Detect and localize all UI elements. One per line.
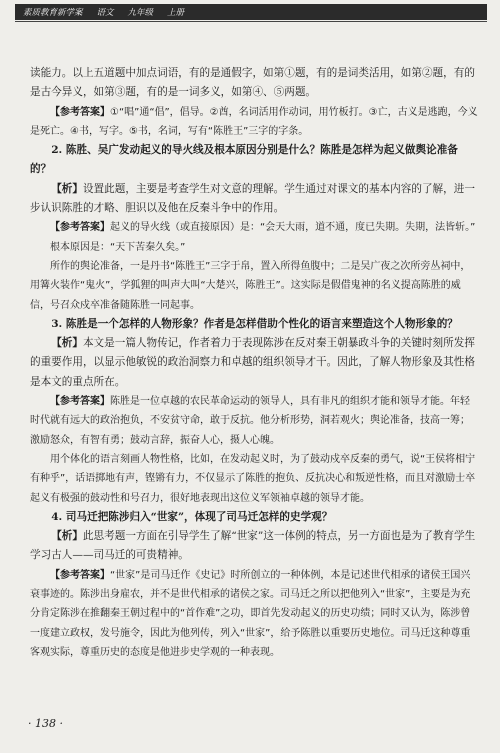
answer-paragraph: 【参考答案】①“唱”通“倡”，倡导。②酋，名词活用作动词，用竹板打。③亡，古义是逃跑，今义是死亡。④书，写字。⑤书，名词，写有“陈胜王”三字的字条。 [30,106,478,137]
answer-tag: 【参考答案】 [50,106,110,118]
page-number: · 138 · [28,717,63,730]
question-paragraph: 4. 司马迁把陈涉归入“世家”，体现了司马迁怎样的史学观？ [51,510,333,523]
analysis-tag: 【析】 [51,337,83,350]
analysis-tag: 【析】 [51,530,83,543]
question-paragraph: 2. 陈胜、吴广发动起义的导火线及根本原因分别是什么？陈胜是怎样为起义做舆论准备的？ [30,144,458,176]
answer-paragraph: 根本原因是：“天下苦秦久矣。” [50,241,186,253]
header-rule [15,21,487,22]
header-grade: 九年级 [127,8,154,18]
analysis-tag: 【析】 [51,182,83,195]
header-subject: 语文 [96,8,114,18]
body-text [30,64,478,662]
analysis-paragraph: 【析】此思考题一方面在引导学生了解“世家”这一体例的特点，另一方面也是为了教育学生学习古人——司马迁的可贵精神。 [30,530,476,562]
answer-paragraph: 【参考答案】陈胜是一位卓越的农民革命运动的领导人，具有非凡的组织才能和领导才能。年轻时代就有远大的政治抱负，不安贫守命，敢于反抗。他分析形势，洞若观火；舆论准备，技高一筹；激励怒众，有智有勇；鼓动言辞，振奋人心，摄人心魄。 [30,396,470,446]
running-header [15,4,487,20]
question-paragraph: 3. 陈胜是一个怎样的人物形象？作者是怎样借助个性化的语言来塑造这个人物形象的？ [51,317,458,330]
analysis-paragraph: 【析】设置此题，主要是考查学生对文意的理解。学生通过对课文的基本内容的了解，进一步认识陈胜的才略、胆识以及他在反秦斗争中的作用。 [30,182,475,215]
answer-paragraph: 所作的舆论准备，一是丹书“陈胜王”三字于帛，置入所得鱼腹中；二是吴广夜之次所旁丛祠中，用篝火装作“鬼火”，学狐狸的叫声大叫“大楚兴，陈胜王”。这实际是假借鬼神的名义提高陈胜的威信，号召众戍卒准备随陈胜一同起事。 [30,260,471,311]
header-series: 素质教育新学案 [23,8,83,18]
answer-tag: 【参考答案】 [50,396,110,408]
answer-tag: 【参考答案】 [50,569,110,581]
paragraph: 读能力。以上五道题中加点词语，有的是通假字，如第①题，有的是词类活用，如第②题，有的是古今异义，如第③题，有的是一词多义，如第④、⑤两题。 [30,67,475,99]
answer-paragraph: 【参考答案】“世家”是司马迁作《史记》时所创立的一种体例，本是记述世代相承的诸侯王国兴衰事迹的。陈涉出身雇农，并不是世代相承的诸侯之家。司马迁之所以把他列入“世家”，主要是为充分肯定陈涉在推翻秦王朝过程中的“首作难”之功，即首先发动起义的历史功绩；同时又认为，陈涉曾一度建立政权，发号施令，因此为他列传，列入“世家”，给予陈胜以重要历史地位。司马迁这种尊重客观实际，尊重历史的态度是他进步史学观的一种表现。 [30,569,471,658]
answer-paragraph: 【参考答案】起义的导火线（或直接原因）是：“会天大雨，道不通，度已失期。失期，法皆斩。” [50,222,476,234]
analysis-paragraph: 【析】本文是一篇人物传记，作者着力于表现陈涉在反对秦王朝暴政斗争的关键时刻所发挥的重要作用，以显示他敏锐的政治洞察力和卓越的组织领导才干。因此，了解人物形象及其性格是本文的重点所在。 [30,337,475,388]
answer-paragraph: 用个体化的语言刻画人物性格，比如，在发动起义时，为了鼓动戍卒反秦的勇气，说“王侯将相宁有种乎”，话语掷地有声，铿锵有力，不仅显示了陈胜的抱负、反抗决心和叛逆性格，而且对激励士卒起义有极强的鼓动性和号召力，很好地表现出这位义军领袖卓越的领导才能。 [30,453,476,504]
answer-tag: 【参考答案】 [50,222,110,234]
header-volume: 上册 [167,8,185,18]
